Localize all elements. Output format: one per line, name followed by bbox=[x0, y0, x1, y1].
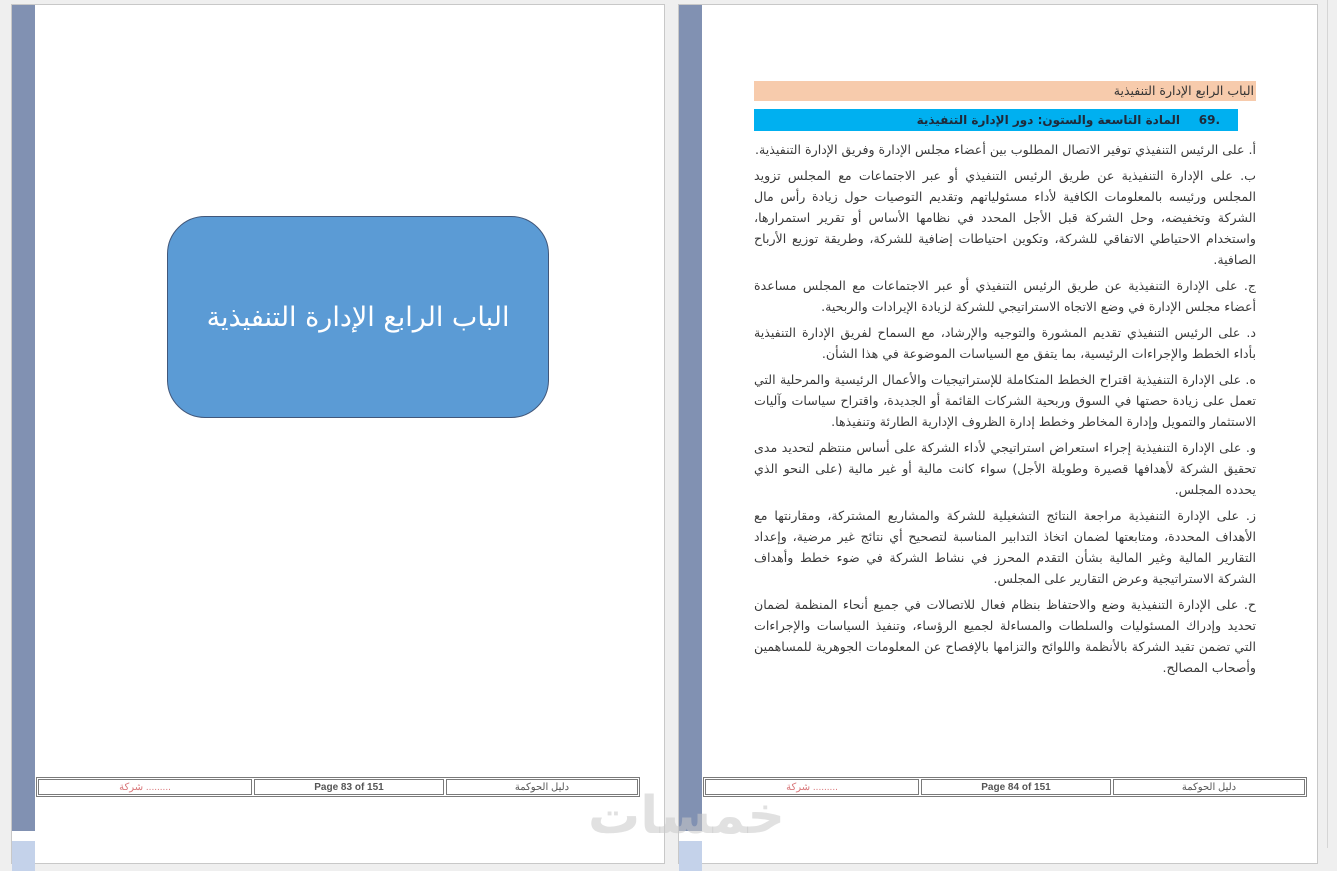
footer-document-title: دليل الحوكمة bbox=[446, 779, 638, 795]
document-page-83 bbox=[11, 4, 665, 864]
chapter-title-text: الباب الرابع الإدارة التنفيذية bbox=[206, 301, 510, 333]
paragraph-b: ب. على الإدارة التنفيذية عن طريق الرئيس التنفيذي أو عبر الاجتماعات مع المجلس تزويد المجلس ورئيسه بالمعلومات الكافية لأداء مسئولياتهم وتقديم التوصيات حول زيادة رأس مال الشركة وتخفيضه، وحل الشركة قبل الأجل المحدد في نظامها الأساس أو تقرير استمرارها، واستخدام الاحتياطي الاتفاقي للشركة، وتكوين احتياطات إضافية للشركة، وطريقة توزيع الأرباح الصافية. bbox=[754, 168, 1256, 267]
paragraph-a: أ. على الرئيس التنفيذي توفير الاتصال المطلوب بين أعضاء مجلس الإدارة وفريق الإدارة التنفيذية. bbox=[755, 142, 1256, 157]
document-page-84 bbox=[678, 4, 1318, 864]
footer-page-number: Page 84 of 151 bbox=[921, 779, 1111, 795]
paragraph-c: ج. على الإدارة التنفيذية عن طريق الرئيس التنفيذي أو عبر الاجتماعات مع المجلس مساعدة أعضاء مجلس الإدارة في وضع الاتجاه الاستراتيجي للشركة لزيادة الإيرادات والربحية. bbox=[754, 278, 1256, 314]
chapter-title-box bbox=[167, 216, 549, 418]
footer-company: شركة ......... bbox=[38, 779, 252, 795]
chapter-banner: الباب الرابع الإدارة التنفيذية bbox=[754, 81, 1256, 101]
article-heading bbox=[754, 109, 1238, 131]
paragraph-d: د. على الرئيس التنفيذي تقديم المشورة والتوجيه والإرشاد، مع السماح لفريق الإدارة التنفيذية بأداء الخطط والإجراءات الرئيسية، بما يتفق مع السياسات الموضوعة في هذا الشأن. bbox=[754, 325, 1256, 361]
article-body bbox=[754, 139, 1256, 683]
paragraph-f: و. على الإدارة التنفيذية إجراء استعراض استراتيجي لأداء الشركة على أساس منتظم لتحديد مدى تحقيق الشركة لأهدافها قصيرة وطويلة الأجل) سواء كانت مالية أو غير مالية (على النحو الذي يحدده المجلس. bbox=[754, 440, 1256, 497]
page-side-bar bbox=[679, 5, 702, 831]
page-side-bar bbox=[12, 5, 35, 831]
footer-company: شركة ......... bbox=[705, 779, 919, 795]
page-footer bbox=[36, 777, 640, 797]
footer-document-title: دليل الحوكمة bbox=[1113, 779, 1305, 795]
paragraph-e: ه. على الإدارة التنفيذية اقتراح الخطط المتكاملة للإستراتيجيات والأعمال الرئيسية والمرحلية التي تعمل على زيادة حصتها في السوق وربحية الشركات القائمة أو الجديدة، واقتراح سياسات وآليات الاستثمار والتمويل وإدارة المخاطر وخطط إدارة الظروف الإدارية الطارئة وتنفيذها. bbox=[754, 372, 1256, 429]
watermark-logo: خمسات bbox=[588, 786, 786, 846]
footer-page-number: Page 83 of 151 bbox=[254, 779, 444, 795]
article-title: المادة التاسعة والستون: دور الإدارة التنفيذية bbox=[916, 113, 1180, 127]
viewer-right-edge bbox=[1327, 0, 1337, 848]
article-number: .69 bbox=[1198, 113, 1220, 127]
page-footer bbox=[703, 777, 1307, 797]
paragraph-h: ح. على الإدارة التنفيذية وضع والاحتفاظ بنظام فعال للاتصالات في جميع أنحاء المنظمة لضمان تحديد وإدراك المسئوليات والسلطات والمساءلة لجميع الرؤساء، وتنفيذ السياسات والإجراءات التي تضمن تقيد الشركة بالأنظمة واللوائح والتزامها بالإفصاح عن المعلومات الجوهرية للمساهمين وأصحاب المصالح. bbox=[754, 597, 1256, 675]
paragraph-g: ز. على الإدارة التنفيذية مراجعة النتائج التشغيلية للشركة والمشاريع المشتركة، ومقارنتها مع الأهداف المحددة، ومتابعتها لضمان اتخاذ التدابير المناسبة لتصحيح أي نتائج غير مرضية، وإعداد التقارير المالية وغير المالية بشأن التقدم المحرز في نشاط الشركة في ضوء خطط وأهداف الشركة الاستراتيجية وعرض التقارير على المجلس. bbox=[754, 508, 1256, 586]
page-side-bar-bottom bbox=[12, 841, 35, 871]
